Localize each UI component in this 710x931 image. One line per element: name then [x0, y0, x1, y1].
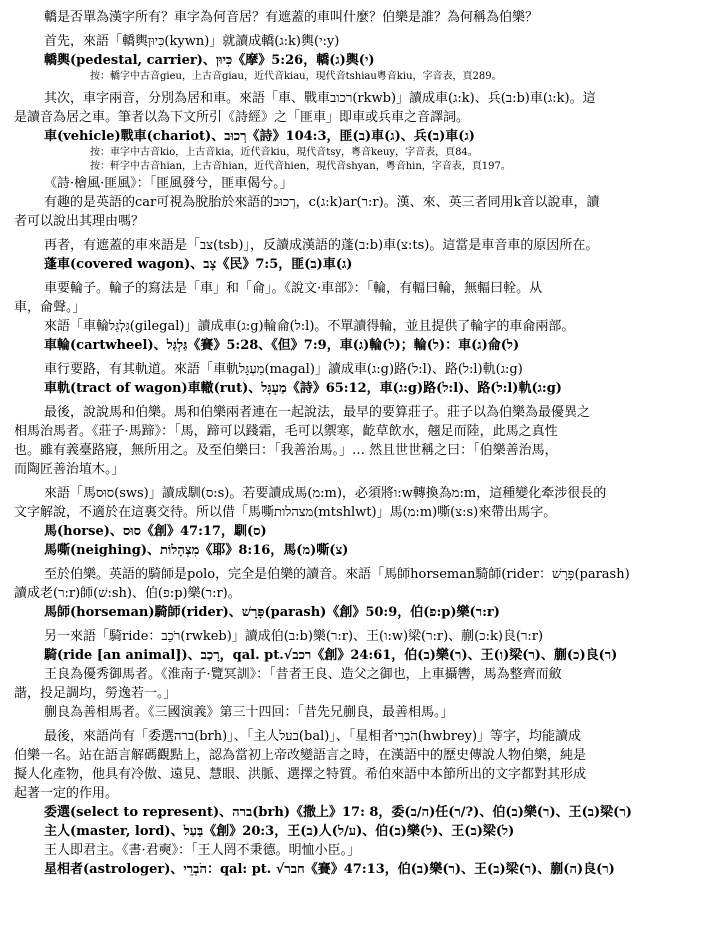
text-line: 起著一定的作用。: [14, 786, 119, 801]
text-line: 馬(horse)、סוּס《創》47:17，馴(ס): [44, 524, 267, 539]
text-line: 主人(master, lord)、בַּעַל《創》20:3，王(ב)人(ע/ל)、伯(ב)樂(ל)、王(ב)梁(ל): [44, 824, 515, 839]
text-line: 讀成老(ר:r)師(שׁ:sh)、伯(פ:p)樂(ר:r)。: [14, 586, 241, 601]
text-line: 也。雖有義臺路寢，無所用之。及至伯樂曰：「我善治馬。」… 然且世世稱之曰：「伯樂善治馬，: [14, 443, 558, 458]
text-line: 馬師(horseman)騎師(rider)、פָּרָשׁ(parash)《創》50:9，伯(פ:p)樂(ר:r): [44, 605, 500, 620]
text-line: 首先，來語「轎輿כִּיוּן(kywn)」就讀成轎(ג:k)輿(י:y): [44, 34, 340, 49]
text-line: 王良為優秀御馬者。《淮南子·覽冥訓》：「昔者王良、造父之御也，上車攝轡，馬為整齊而斂: [44, 667, 562, 682]
text-line: 車行要路，有其軌道。來語「車軌מַעְגָּל(magal)」讀成車(ג:g)路(ל:l)、路(ל:l)軌(ג:g): [44, 362, 523, 377]
text-line: 車輪(cartwheel)、גַּלְגַּל《賽》5:28、《但》7:9，車(ג)輪(ל)；輪(ל)：車(ג)侖(ל): [44, 338, 520, 353]
footnote-line: 按：車字中古音kio，上古音kia，近代音kiu，現代音tsy，粵音keuy，字音表，頁84。: [90, 147, 478, 158]
text-line: 而陶匠善治埴木。」: [14, 462, 125, 477]
text-line: 至於伯樂。英語的騎師是polo，完全是伯樂的讀音。來語「馬師horseman騎師(rider：פָּרָשׁ(parash): [44, 567, 630, 582]
text-line: 蓬車(covered wagon)、צָב《民》7:5，匪(ב)車(ג): [44, 257, 353, 272]
text-line: 轎輿(pedestal, carrier)、כִּיוּן《摩》5:26，轎(ג)輿(י): [44, 53, 375, 68]
text-line: 再者，有遮蓋的車來語是「צב(tsb)」，反讀成漢語的蓬(ב:b)車(צ:ts)。這當是車音車的原因所在。: [44, 238, 599, 253]
text-line: 星相者(astrologer)、הֹבְרֵי：qal: pt. √חבר《賽》47:13，伯(ב)樂(ר)、王(ב)梁(ר)、蒯(ה)良(ר): [44, 862, 615, 877]
footnote-line: 按：轎字中古音gieu，上古音giau，近代音kiau，現代音tshiau粵音kiu，字音表，頁289。: [90, 71, 502, 82]
text-line: 王人即君主。《書·君奭》：「王人罔不秉德。明恤小臣。」: [44, 843, 361, 858]
text-line: 車要輪子。輪子的寫法是「車」和「侖」。《說文·車部》：「輪，有輻曰輪，無輻曰輇。从: [44, 281, 543, 296]
text-line: 轎是否單為漢字所有？車字為何音居？有遮蓋的車叫什麼？伯樂是誰？為何稱為伯樂？: [44, 10, 539, 25]
footnote-line: 按：軒字中古音hian，上古音hian，近代音hien，現代音shyan，粵音hin，字音表，頁197。: [90, 161, 511, 172]
text-line: 其次，車字兩音，分別為居和車。來語「車、戰車רכוב(rkwb)」讀成車(ג:k)、兵(ב:b)車(ג:k)。這: [44, 91, 596, 106]
text-line: 來語「馬סוּס(sws)」讀成馴(ס:s)。若要讀成馬(מ:m)，必須將ו:w轉換為מ:m，這種變化牽涉很長的: [44, 486, 607, 501]
text-line: 最後，來語尚有「委選ברה(brh)」、「主人בעל(bal)」、「星相者הֹבְרֵי(hwbrey)」等字，均能讀成: [44, 729, 582, 744]
text-line: 擬人化產物，他具有冷傲、遠見、慧眼、洪脈、選擇之特質。希伯來語中本節所出的文字都對其形成: [14, 767, 587, 782]
text-line: 諧，投足調均，勞逸若一。」: [14, 686, 177, 701]
text-line: 伯樂一名。站在語言解碼觀點上，認為當初上帝改變語言之時，在漢語中的歷史傳說人物伯樂，純是: [14, 748, 587, 763]
text-line: 另一來語「騎ride：רֹכֵב(rwkeb)」讀成伯(ב:b)樂(ר:r)、王(ו:w)梁(ר:r)、蒯(כ:k)良(ר:r): [44, 629, 544, 644]
text-line: 馬嘶(neighing)、מִצְהָלוֹת《耶》8:16，馬(מ)嘶(צ): [44, 543, 349, 558]
text-line: 來語「車輪גִּלְגַּל(gilegal)」讀成車(ג:g)輪侖(ל:l)。不單讀得輪，並且提供了輪字的車侖兩部。: [44, 319, 575, 334]
text-line: 是讀音為居之車。筆者以為下文所引《詩經》之「匪車」即車或兵車之音譯詞。: [14, 110, 470, 125]
document-page: [14, 8, 696, 879]
text-line: 車(vehicle)戰車(chariot)、רְכוּב《詩》104:3，匪(ב)車(ג)、兵(ב)車(ג): [44, 129, 475, 144]
text-line: 最後，說說馬和伯樂。馬和伯樂兩者連在一起說法，最早的要算莊子。莊子以為伯樂為最優異之: [44, 405, 591, 420]
text-line: 《詩·檜風·匪風》：「匪風發兮，匪車偈兮。」: [44, 176, 293, 191]
text-line: 委選(select to represent)、ברה(brh)《撒上》17: 8，委(ה/ב)任(ר/?)、伯(ב)樂(ר)、王(ב)梁(ר): [44, 805, 632, 820]
text-line: 車，侖聲。」: [14, 300, 86, 315]
text-line: 車軌(tract of wagon)車轍(rut)、מַעְגָּל《詩》65:12，車(ג:g)路(ל:l)、路(ל:l)軌(ג:g): [44, 381, 562, 396]
text-line: 者可以說出其理由嗎？: [14, 214, 145, 229]
text-line: 相馬治馬者。《莊子·馬蹄》：「馬，蹄可以踐霜，毛可以禦寒，齕草飲水，翹足而陸，此馬之真性: [14, 424, 558, 439]
text-line: 有趣的是英語的car可視為脫胎於來語的רְכוּב，c(ג:k)ar(ר:r)。漢、來、英三者同用k音以說車，讀: [44, 195, 600, 210]
text-line: 蒯良為善相馬者。《三國演義》第三十四回：「昔先兄蒯良，最善相馬。」: [44, 705, 454, 720]
text-line: 文字解說，不適於在這裏交待。所以借「馬嘶מצהלות(mtshlwt)」馬(מ:m)嘶(צ:s)來帶出馬字。: [14, 505, 557, 520]
text-line: 騎(ride [an animal])、רָכַב，qal. pt.√רכב《創》24:61，伯(ב)樂(ר)、王(ו)梁(ר)、蒯(כ)良(ר): [44, 648, 618, 663]
